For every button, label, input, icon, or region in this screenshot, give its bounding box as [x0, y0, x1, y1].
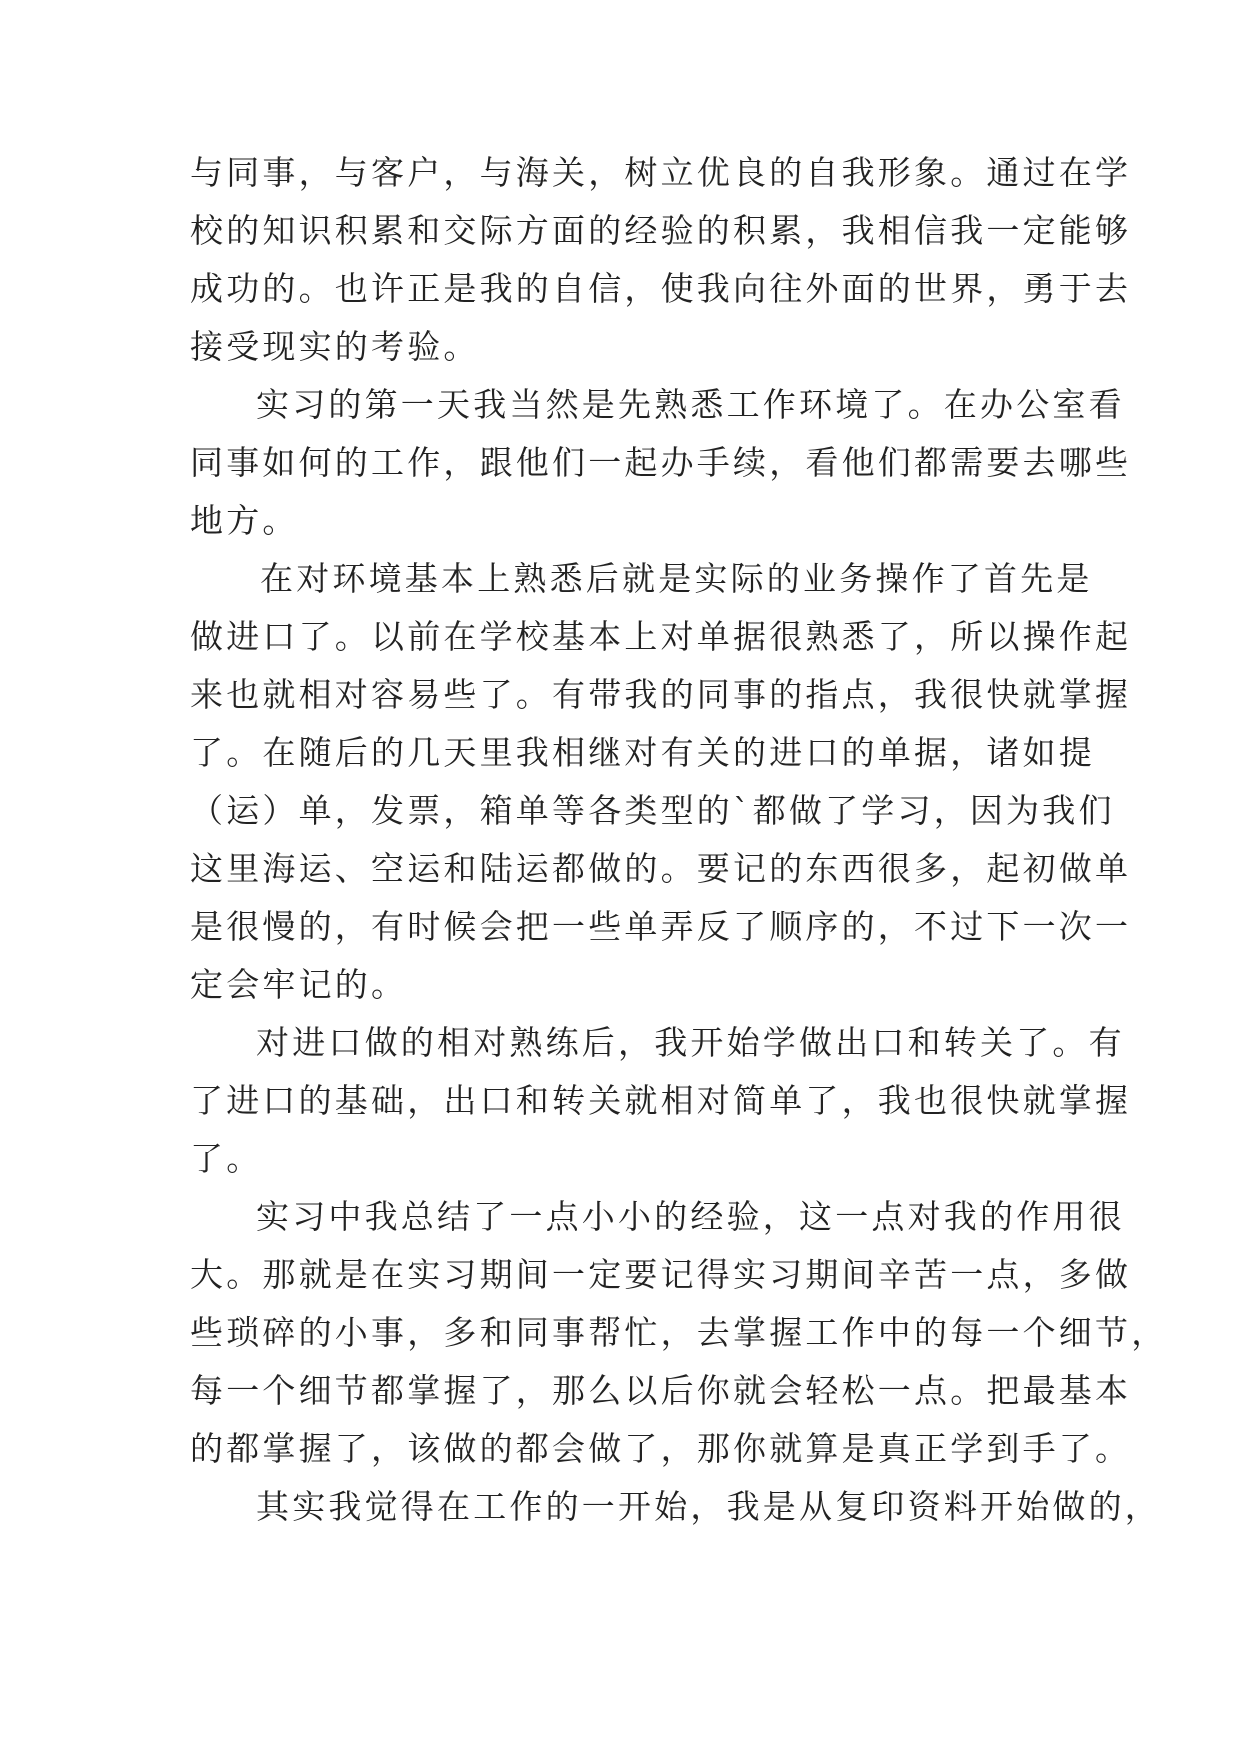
paragraph-first-line: 对进口做的相对熟练后，我开始学做出口和转关了。有 — [256, 1023, 1125, 1062]
text-line: 做进口了。以前在学校基本上对单据很熟悉了，所以操作起 — [190, 617, 1132, 656]
text-line: 了。 — [190, 1139, 263, 1178]
text-line: 成功的。也许正是我的自信，使我向往外面的世界，勇于去 — [190, 269, 1132, 308]
paragraph-first-line: 在对环境基本上熟悉后就是实际的业务操作了首先是 — [260, 559, 1093, 598]
text-line: 了进口的基础，出口和转关就相对简单了，我也很快就掌握 — [190, 1081, 1132, 1120]
text-line: （运）单，发票，箱单等各类型的`都做了学习，因为我们 — [190, 791, 1115, 830]
text-line: 的都掌握了，该做的都会做了，那你就算是真正学到手了。 — [190, 1429, 1132, 1468]
paragraph-first-line: 实习中我总结了一点小小的经验，这一点对我的作用很 — [256, 1197, 1125, 1236]
text-line: 接受现实的考验。 — [190, 327, 480, 366]
paragraph-first-line: 其实我觉得在工作的一开始，我是从复印资料开始做的， — [256, 1487, 1161, 1526]
text-line: 来也就相对容易些了。有带我的同事的指点，我很快就掌握 — [190, 675, 1132, 714]
text-line: 校的知识积累和交际方面的经验的积累，我相信我一定能够 — [190, 211, 1132, 250]
text-line: 这里海运、空运和陆运都做的。要记的东西很多，起初做单 — [190, 849, 1132, 888]
text-line: 大。那就是在实习期间一定要记得实习期间辛苦一点，多做 — [190, 1255, 1132, 1294]
text-line: 了。在随后的几天里我相继对有关的进口的单据，诸如提 — [190, 733, 1095, 772]
text-line: 地方。 — [190, 501, 299, 540]
text-line: 与同事，与客户，与海关，树立优良的自我形象。通过在学 — [190, 153, 1132, 192]
text-line: 些琐碎的小事，多和同事帮忙，去掌握工作中的每一个细节， — [190, 1313, 1168, 1352]
paragraph-first-line: 实习的第一天我当然是先熟悉工作环境了。在办公室看 — [256, 385, 1125, 424]
text-line: 定会牢记的。 — [190, 965, 408, 1004]
text-line: 同事如何的工作，跟他们一起办手续，看他们都需要去哪些 — [190, 443, 1132, 482]
text-line: 是很慢的，有时候会把一些单弄反了顺序的，不过下一次一 — [190, 907, 1132, 946]
text-line: 每一个细节都掌握了，那么以后你就会轻松一点。把最基本 — [190, 1371, 1132, 1410]
